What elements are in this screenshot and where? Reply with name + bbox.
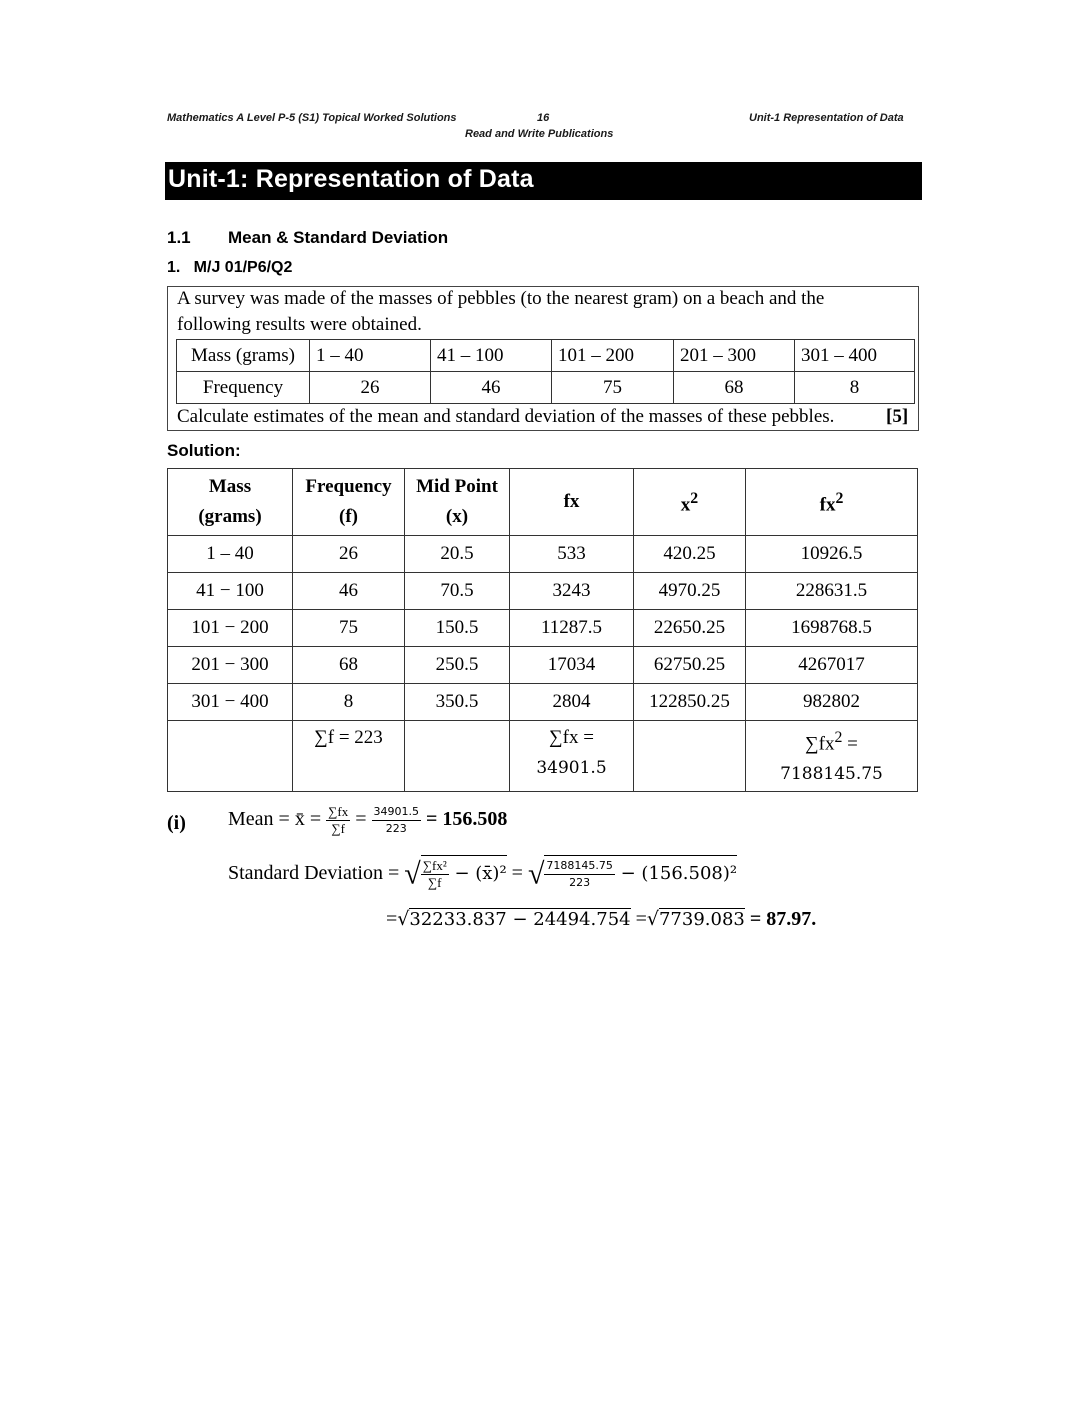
header-frequency [293,469,405,536]
minus-mean-squared: − (156.508)² [614,863,738,885]
table-cell: 301 – 400 [795,340,915,372]
table-cell: 1 – 40 [168,536,293,573]
table-sum-row [168,721,918,792]
header-text: Mid Point [416,476,498,497]
table-cell-empty [168,721,293,792]
table-row [168,647,918,684]
question-intro-line2: following results were obtained. [177,314,422,335]
sum-fx [510,721,634,792]
table-cell: 3243 [510,573,634,610]
header-x-squared [634,469,746,536]
fraction-numerator: 7188145.75 [544,858,614,875]
sum-fx2-label-eq: = [842,733,858,755]
table-cell: 1 – 40 [310,340,431,372]
sum-f: ∑f = 223 [293,721,405,792]
table-cell: 201 − 300 [168,647,293,684]
header-text: Mass [208,476,252,497]
sd-result: = 87.97. [749,908,817,930]
sum-fx2-label [746,723,917,759]
table-cell: 228631.5 [746,573,918,610]
table-cell: 150.5 [405,610,510,647]
header-text: (grams) [198,506,262,527]
equals: = [511,862,523,885]
table-cell: 70.5 [405,573,510,610]
sqrt-icon: √ [646,908,659,930]
sd-formula-fraction [421,858,449,891]
table-cell: 22650.25 [634,610,746,647]
publisher: Read and Write Publications [465,128,614,140]
section-number: 1.1 [167,228,191,247]
table-cell: 46 [293,573,405,610]
table-cell: 201 – 300 [674,340,795,372]
mean-result: = 156.508 [426,808,508,831]
table-row [177,340,915,372]
sum-fx2-value: 7188145.75 [780,764,883,785]
question-label: 1. M/J 01/P6/Q2 [167,259,293,276]
question-task: Calculate estimates of the mean and standard deviation of the masses of these pebbles. [177,406,835,427]
sqrt-difference: 32233.837 − 24494.754 [409,909,631,930]
question-marks: [5] [886,406,909,427]
mean-label: Mean = x̄ = [228,808,322,831]
solution-label: Solution: [167,441,241,460]
mean-formula-fraction [326,804,350,837]
mean-equation [228,804,507,837]
sqrt-body [421,855,507,891]
table-cell: 101 – 200 [552,340,674,372]
table-cell: 46 [431,372,552,404]
table-cell: 20.5 [405,536,510,573]
table-cell: 982802 [746,684,918,721]
table-cell: 101 − 200 [168,610,293,647]
header-text: x [680,494,691,516]
table-cell: 75 [552,372,674,404]
table-cell: 26 [293,536,405,573]
row-header-frequency: Frequency [177,372,310,404]
table-cell-empty [405,721,510,792]
sum-fx2-label-text: ∑fx [805,733,835,755]
table-cell: 250.5 [405,647,510,684]
running-header-left: Mathematics A Level P-5 (S1) Topical Worked Solutions [167,112,457,124]
table-cell: 68 [293,647,405,684]
table-cell: 1698768.5 [746,610,918,647]
header-fx-squared [746,469,918,536]
equals: = [635,908,647,930]
table-cell: 4970.25 [634,573,746,610]
unit-title: Unit-1: Representation of Data [168,165,534,193]
table-cell: 350.5 [405,684,510,721]
table-cell: 533 [510,536,634,573]
row-header-mass: Mass (grams) [177,340,310,372]
part-label: (i) [167,812,186,834]
sd-equation [228,855,737,892]
table-row [168,536,918,573]
superscript: 2 [690,489,699,507]
table-header-row [168,469,918,536]
superscript: 2 [834,729,843,746]
table-cell: 26 [310,372,431,404]
sqrt-icon: √ [527,857,545,891]
section-title: Mean & Standard Deviation [228,228,449,247]
table-cell: 10926.5 [746,536,918,573]
table-cell: 68 [674,372,795,404]
fraction-numerator: 34901.5 [372,804,422,821]
table-cell: 420.25 [634,536,746,573]
table-cell: 2804 [510,684,634,721]
sqrt-variance: 7739.083 [658,909,745,930]
sum-fx-label: ∑fx = [549,727,594,748]
table-cell: 17034 [510,647,634,684]
table-cell: 11287.5 [510,610,634,647]
header-text: (x) [445,506,469,527]
minus-xbar-squared: − (x̄)² [448,863,507,885]
question-intro-line1: A survey was made of the masses of pebbles (to the nearest gram) on a beach and the [177,288,825,309]
fraction-denominator: 223 [385,822,407,835]
sum-fx-value: 34901.5 [536,758,607,778]
sum-fx2 [746,721,918,792]
mean-value-fraction [372,804,422,837]
table-row [168,610,918,647]
question-data-table [176,339,915,404]
table-row [168,684,918,721]
table-row [168,573,918,610]
header-text: fx [563,491,580,512]
table-row [177,372,915,404]
equals: = [355,808,367,831]
fraction-numerator: ∑fx² [422,858,447,873]
fraction-denominator: ∑f [331,821,345,836]
table-cell: 122850.25 [634,684,746,721]
sd-label: Standard Deviation = [228,862,400,885]
table-cell: 41 − 100 [168,573,293,610]
table-cell: 8 [795,372,915,404]
table-cell: 301 − 400 [168,684,293,721]
sd-value-fraction [544,858,614,891]
header-fx [510,469,634,536]
header-text: (f) [339,506,358,527]
running-header-right: Unit-1 Representation of Data [749,112,904,124]
table-cell: 4267017 [746,647,918,684]
header-mass [168,469,293,536]
page-number: 16 [537,112,550,124]
header-text: fx [819,494,836,516]
header-midpoint [405,469,510,536]
table-cell: 62750.25 [634,647,746,684]
fraction-denominator: ∑f [427,875,442,890]
equals: = [386,908,398,930]
sqrt-body [544,855,737,891]
fraction-numerator: ∑fx [328,804,349,819]
fraction-denominator: 223 [569,876,591,889]
table-cell: 41 – 100 [431,340,552,372]
unit-title-banner [165,162,922,200]
sqrt-icon: √ [397,908,410,930]
solution-table [167,468,918,792]
header-text: Frequency [305,476,392,497]
sd-result-line [386,908,816,931]
table-cell-empty [634,721,746,792]
table-cell: 75 [293,610,405,647]
superscript: 2 [835,489,844,507]
table-cell: 8 [293,684,405,721]
sqrt-icon: √ [404,857,421,891]
